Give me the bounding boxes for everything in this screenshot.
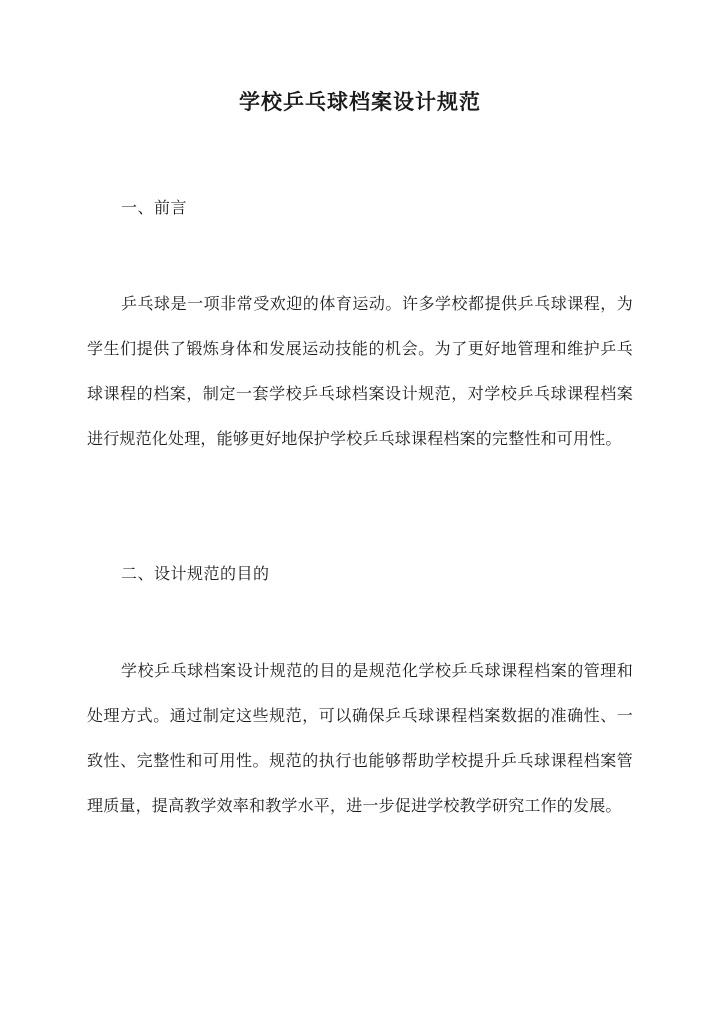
document-title: 学校乒乓球档案设计规范 [239, 89, 481, 114]
section-heading-preface: 一、前言 [121, 198, 188, 217]
section-paragraph-preface: 乒乓球是一项非常受欢迎的体育运动。许多学校都提供乒乓球课程，为学生们提供了锻炼身体和发展运动技能的机会。为了更好地管理和维护乒乓球课程的档案，制定一套学校乒乓球档案设计规范，对学校乒乓球课程档案进行规范化处理，能够更好地保护学校乒乓球课程档案的完整性和可用性。 [87, 294, 633, 448]
section-paragraph-purpose: 学校乒乓球档案设计规范的目的是规范化学校乒乓球课程档案的管理和处理方式。通过制定这些规范，可以确保乒乓球课程档案数据的准确性、一致性、完整性和可用性。规范的执行也能够帮助学校提升乒乓球课程档案管理质量，提高教学效率和教学水平，进一步促进学校教学研究工作的发展。 [87, 661, 633, 815]
section-heading-purpose: 二、设计规范的目的 [121, 564, 270, 583]
